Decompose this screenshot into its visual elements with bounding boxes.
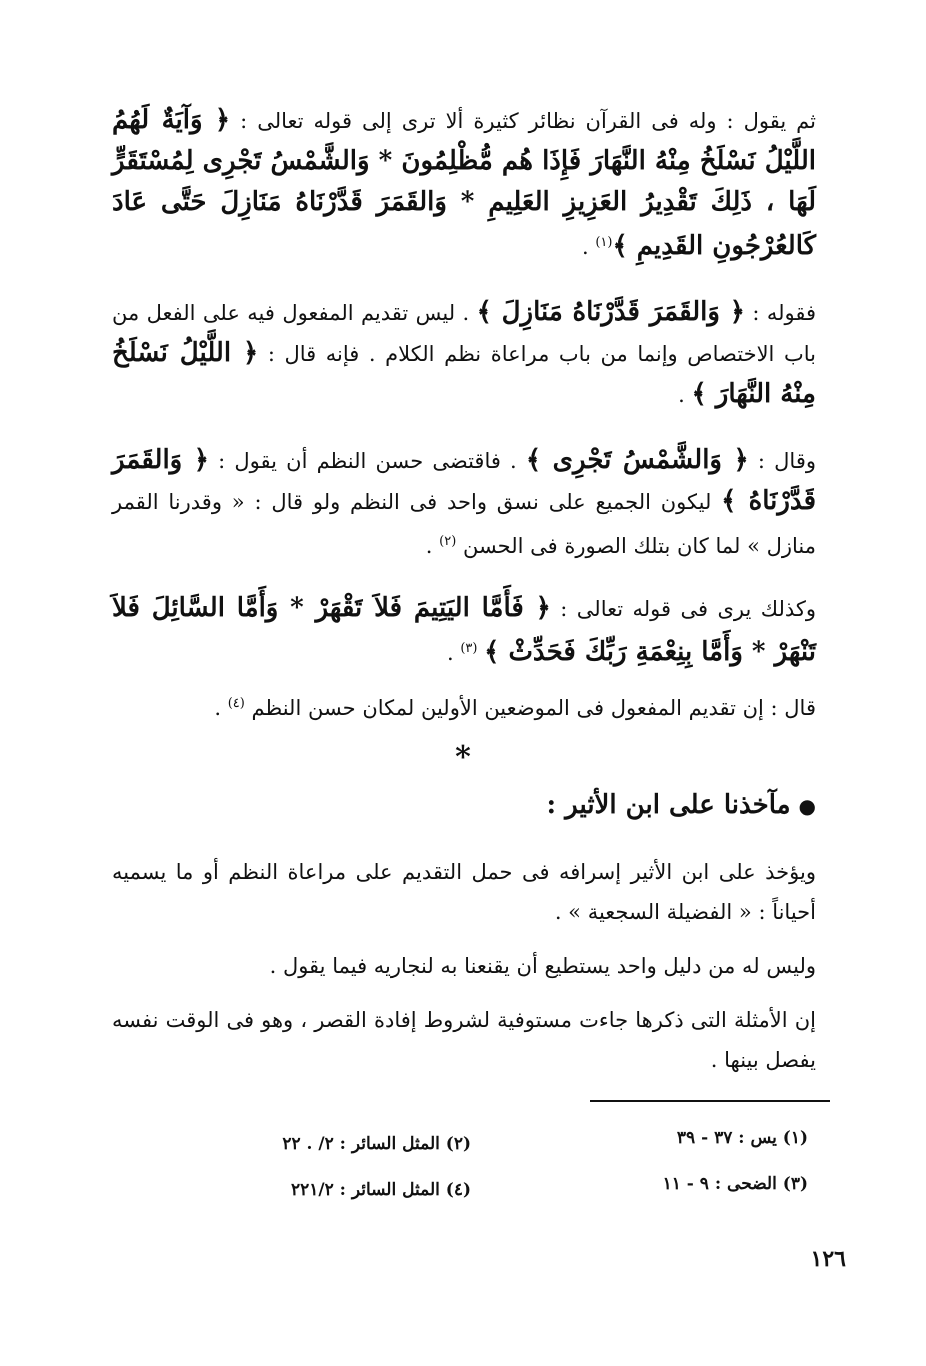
footnote-4: (٤) المثل السائر : ٢٢١/٢ xyxy=(290,1180,471,1200)
page-number: ١٢٦ xyxy=(810,1246,846,1272)
footnote-ref: (٢) xyxy=(439,534,457,549)
body-text: . ليس تقديم المفعول فيه على الفعل من باب الاختصاص وإنما من باب مراعاة نظم الكلام . فإنه قال : xyxy=(112,301,816,366)
body-text: ليكون الجميع على نسق واحد فى النظم ولو قال : « وقدرنا القمر منازل » لما كان بتلك الصورة فى الحسن xyxy=(112,490,816,558)
paragraph-analysis-2 xyxy=(112,440,816,566)
critique-paragraph-2: وليس له من دليل واحد يستطيع أن يقنعنا به لنجاريه فيما يقول . xyxy=(269,954,816,978)
heading-text: مآخذنا على ابن الأثير : xyxy=(546,790,791,820)
body-text: قال : إن تقديم المفعول فى الموضعين الأولين لمكان حسن النظم xyxy=(244,696,816,720)
paragraph-analysis-4 xyxy=(112,684,816,728)
bullet-icon: ● xyxy=(798,794,816,818)
footnote-3: (٣) الضحى : ٩ - ١١ xyxy=(662,1174,808,1194)
quran-quote: ﴿ اللَّيْلُ نَسْلَخُ مِنْهُ النَّهَارَ ﴾ xyxy=(112,338,816,409)
body-text: . xyxy=(425,534,440,558)
footnote-ref: (٣) xyxy=(460,641,478,656)
quran-quote: ﴿ وَآيَةٌ لَهُمُ اللَّيْلُ نَسْلَخُ مِنْهُ النَّهَارَ فَإِذَا هُم مُّظْلِمُونَ * وَالشَّمْسُ تَجْرِى لِمُسْتَقَرٍّ لَهَا ، ذَلِكَ تَقْدِيرُ العَزِيزِ العَلِيمِ * وَالقَمَرَ قَدَّرْنَاهُ مَنَازِلَ حَتَّى عَادَ كَالعُرْجُونِ القَدِيمِ ﴾ xyxy=(112,105,816,261)
quran-quote: ﴿ فَأَمَّا اليَتِيمَ فَلاَ تَقْهَرْ * وَأَمَّا السَّائِلَ فَلاَ تَنْهَرْ * وَأَمَّا بِنِعْمَةِ رَبِّكَ فَحَدِّثْ ﴾ xyxy=(112,593,816,667)
section-separator: * xyxy=(455,740,471,775)
body-text: . xyxy=(446,641,461,665)
body-text: وقال : xyxy=(748,449,816,473)
section-heading xyxy=(546,790,816,820)
body-text: ثم يقول : وله فى القرآن نظائر كثيرة ألا ترى إلى قوله تعالى : xyxy=(230,109,816,133)
critique-paragraph-1: ويؤخذ على ابن الأثير إسرافه فى حمل التقديم على مراعاة النظم أو ما يسميه أحياناً : « الفضيلة السجعية » . xyxy=(112,860,816,924)
body-text: . فاقتضى حسن النظم أن يقول : xyxy=(209,449,526,473)
paragraph-analysis-3 xyxy=(112,588,816,673)
body-text: . xyxy=(214,696,228,720)
body-text: . xyxy=(581,235,596,259)
body-text: . xyxy=(678,383,692,407)
critique-paragraph-3: إن الأمثلة التى ذكرها جاءت مستوفية لشروط إفادة القصر ، وهو فى الوقت نفسه يفصل بينها . xyxy=(112,1008,816,1072)
body-text: وكذلك يرى فى قوله تعالى : xyxy=(550,597,816,621)
footnote-divider xyxy=(590,1100,830,1102)
quran-quote: ﴿ وَالقَمَرَ قَدَّرْنَاهُ ﴾ xyxy=(112,445,817,516)
footnote-ref: (١) xyxy=(595,235,613,250)
quran-quote: ﴿ وَالشَّمْسُ تَجْرِى ﴾ xyxy=(525,445,749,475)
body-text: فقوله : xyxy=(744,301,816,325)
paragraph-quoted-verses xyxy=(112,100,816,267)
quran-quote: ﴿ وَالقَمَرَ قَدَّرْنَاهُ مَنَازِلَ ﴾ xyxy=(476,297,745,327)
footnote-ref: (٤) xyxy=(227,696,245,711)
paragraph-analysis-1 xyxy=(112,292,816,415)
footnote-2: (٢) المثل السائر : ٢/ . ٢٢ xyxy=(282,1134,471,1154)
footnote-1: (١) يس : ٣٧ - ٣٩ xyxy=(676,1128,808,1148)
